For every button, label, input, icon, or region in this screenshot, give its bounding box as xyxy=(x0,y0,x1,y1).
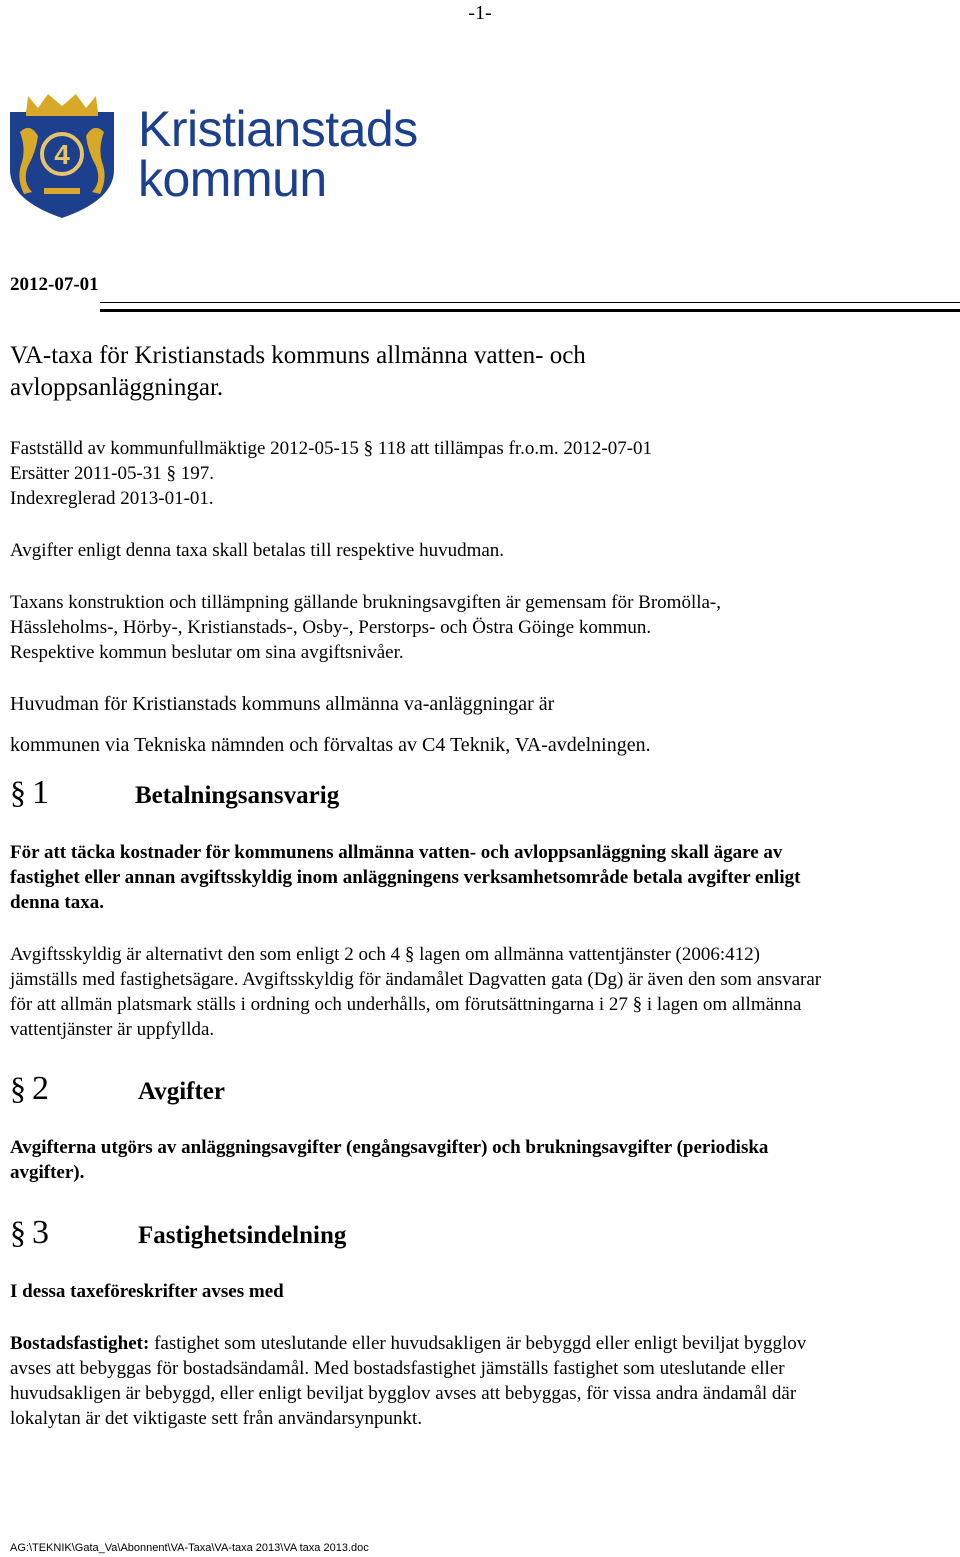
page-number: -1- xyxy=(468,2,492,24)
paragraph-line: för att allmän platsmark ställs i ordning och underhålls, om förutsättningarna i 27 § i lagen om allmänna xyxy=(10,994,802,1015)
section-3-intro: I dessa taxeföreskrifter avses med xyxy=(10,1281,284,1302)
paragraph-line: vattentjänster är uppfyllda. xyxy=(10,1019,215,1040)
paragraph-line: Hässleholms-, Hörby-, Kristianstads-, Osby-, Perstorps- och Östra Göinge kommun. xyxy=(10,617,652,638)
logo-name-line2: kommun xyxy=(138,151,327,207)
svg-text:4: 4 xyxy=(54,139,70,170)
paragraph-line: avses att bebyggas för bostadsändamål. Med bostadsfastighet jämställs fastighet som uteslutande eller xyxy=(10,1358,785,1379)
intro-line: Ersätter 2011-05-31 § 197. xyxy=(10,463,215,484)
definition-text: fastighet som uteslutande eller huvudsakligen är bebyggd eller enligt beviljat bygglov xyxy=(149,1333,807,1354)
header-divider xyxy=(100,302,960,312)
paragraph-line: Avgifterna utgörs av anläggningsavgifter (engångsavgifter) och brukningsavgifter (periodiska xyxy=(10,1137,769,1158)
section-number: 1 xyxy=(32,774,49,811)
paragraph-line xyxy=(10,1331,950,1356)
huvudman-line1: Huvudman för Kristianstads kommuns allmänna va-anläggningar är xyxy=(10,693,555,715)
section-title: Fastighetsindelning xyxy=(138,1222,347,1249)
section-number: 2 xyxy=(32,1070,49,1107)
paragraph-line: jämställs med fastighetsägare. Avgiftsskyldig för ändamålet Dagvatten gata (Dg) är även den som ansvarar xyxy=(10,969,822,990)
section-title: Avgifter xyxy=(138,1078,225,1105)
section-1-bold-text xyxy=(10,840,950,915)
kristianstads-kommun-logo xyxy=(8,92,418,222)
section-symbol: § xyxy=(10,1214,26,1250)
definition-term: Bostadsfastighet: xyxy=(10,1333,150,1354)
section-symbol: § xyxy=(10,1070,26,1106)
paragraph-line: fastighet eller annan avgiftsskyldig inom anläggningens verksamhetsområde betala avgifter enligt xyxy=(10,867,801,888)
paragraph-line: Taxans konstruktion och tillämpning gällande brukningsavgiften är gemensam för Bromölla-, xyxy=(10,592,722,613)
logo-name-line1: Kristianstads xyxy=(138,101,418,157)
document-date: 2012-07-01 xyxy=(10,274,99,295)
intro-line: Fastställd av kommunfullmäktige 2012-05-15 § 118 att tillämpas fr.o.m. 2012-07-01 xyxy=(10,438,653,459)
section-symbol: § xyxy=(10,774,26,810)
section-2-heading xyxy=(10,1068,225,1109)
section-1-body-text xyxy=(10,942,950,1042)
avgifter-note: Avgifter enligt denna taxa skall betalas till respektive huvudman. xyxy=(10,540,505,561)
document-title xyxy=(10,340,940,404)
footer-file-path: AG:\TEKNIK\Gata_Va\Abonnent\VA-Taxa\VA-taxa 2013\VA taxa 2013.doc xyxy=(10,1542,369,1554)
taxans-paragraph xyxy=(10,590,950,665)
section-number: 3 xyxy=(32,1214,49,1251)
intro-block xyxy=(10,436,950,511)
paragraph-line: huvudsakligen är bebyggd, eller enligt beviljat bygglov avses att bebyggas, för vissa andra ändamål där xyxy=(10,1383,797,1404)
huvudman-line2: kommunen via Tekniska nämnden och förvaltas av C4 Teknik, VA-avdelningen. xyxy=(10,734,651,756)
definition-bostadsfastighet xyxy=(10,1331,950,1431)
section-title: Betalningsansvarig xyxy=(135,782,340,809)
paragraph-line: För att täcka kostnader för kommunens allmänna vatten- och avloppsanläggning skall ägare av xyxy=(10,842,783,863)
coat-of-arms-icon xyxy=(8,92,116,220)
paragraph-line: avgifter). xyxy=(10,1162,85,1183)
paragraph-line: lokalytan är det viktigaste sett från användarsynpunkt. xyxy=(10,1408,423,1429)
intro-line: Indexreglerad 2013-01-01. xyxy=(10,488,214,509)
section-2-bold-text xyxy=(10,1135,950,1185)
paragraph-line: denna taxa. xyxy=(10,892,104,913)
paragraph-line: Avgiftsskyldig är alternativt den som enligt 2 och 4 § lagen om allmänna vattentjänster (2006:412) xyxy=(10,944,760,965)
section-3-heading xyxy=(10,1212,347,1253)
paragraph-line: Respektive kommun beslutar om sina avgiftsnivåer. xyxy=(10,642,404,663)
section-1-heading xyxy=(10,772,340,813)
title-line: avloppsanläggningar. xyxy=(10,374,224,401)
title-line: VA-taxa för Kristianstads kommuns allmänna vatten- och xyxy=(10,342,586,369)
